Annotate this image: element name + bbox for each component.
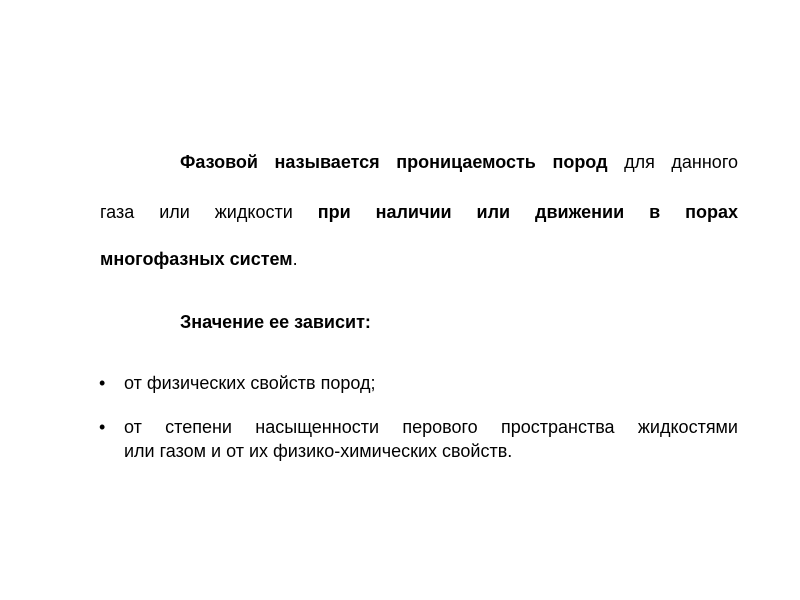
phase-permeability-term: Фазовой называется проницаемость пород: [180, 152, 608, 172]
paragraph1-line1: [180, 151, 738, 173]
paragraph1-line2-bold: при наличии или движении в порах: [317, 202, 739, 222]
paragraph1-line3-end: .: [292, 249, 298, 269]
paragraph1-line3-bold: многофазных систем: [100, 249, 293, 269]
paragraph1-line2-start: газа или жидкости: [100, 202, 318, 222]
paragraph1-line3: [100, 248, 298, 270]
bullet-marker: •: [99, 373, 106, 393]
bullet-item-2-line2: или газом и от их физико-химических свойств.: [124, 441, 513, 461]
dependency-heading: Значение ее зависит:: [180, 312, 371, 332]
paragraph1-line1-rest: для данного: [607, 152, 739, 172]
paragraph1-line2: [100, 201, 738, 223]
bullet-marker: •: [99, 417, 106, 437]
bullet-item-1: от физических свойств пород;: [124, 373, 376, 393]
bullet-item-2-line1: от степени насыщенности перового пространства жидкостями: [124, 417, 738, 437]
